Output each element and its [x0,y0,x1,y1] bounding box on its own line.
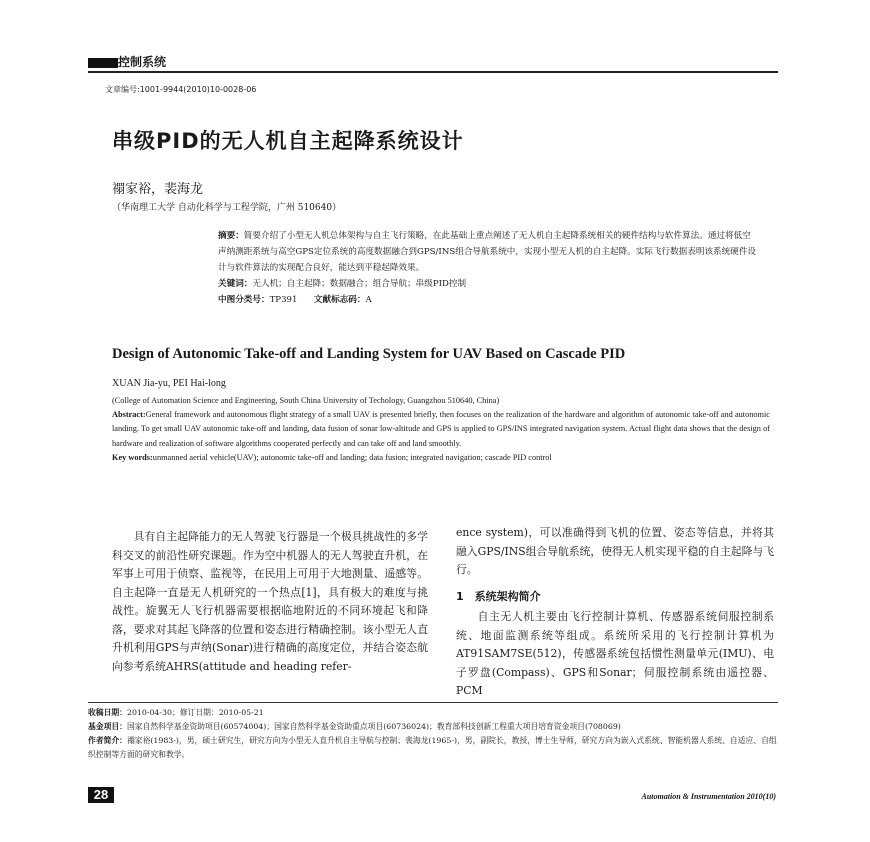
authors-chinese: 禤家裕，裴海龙 [112,182,204,197]
header-bar [88,58,118,68]
keywords-label: 关键词： [218,279,253,289]
body-right-column [456,524,774,701]
abstract-en-label: Abstract: [112,410,146,420]
abstract-chinese [218,228,758,308]
keywords-text: 无人机；自主起降；数据融合；组合导航；串级PID控制 [252,279,467,289]
article-number: 文章编号:1001-9944(2010)10-0028-06 [105,85,257,94]
section-1-title: 1 系统架构简介 [456,589,541,603]
footnotes [88,706,778,762]
received-dates: 2010-04-30；修订日期：2010-05-21 [126,708,264,717]
fund-text: 国家自然科学基金资助项目(60574004)；国家自然科学基金资助重点项目(60736024)；教育部科技创新工程重大项目培育资金项目(708069) [126,722,621,731]
title-chinese: 串级PID的无人机自主起降系统设计 [112,129,464,153]
title-english: Design of Autonomic Take-off and Landing System for UAV Based on Cascade PID [112,346,626,362]
keywords-en-text: unmanned aerial vehicle(UAV); autonomic take-off and landing; data fusion; integrated navigation; cascade PID control [152,452,552,462]
body-left-column: 具有自主起降能力的无人驾驶飞行器是一个极具挑战性的多学科交叉的前沿性研究课题。作为空中机器人的无人驾驶直升机，在军事上可用于侦察、监视等，在民用上可用于大地测量、遥感等。自主起降一直是无人机研究的一个热点[1]，具有极大的难度与挑战性。旋翼无人飞行机器需要根据临地附近的不同环境起飞和降落，要求对其起飞降落的位置和姿态进行精确控制。该小型无人直升机利用GPS与声纳(Sonar)进行精确的高度定位，并结合姿态航向参考系统AHRS(attitude and heading refer- [112,530,428,673]
fund-label: 基金项目： [88,722,127,731]
footnote-rule [88,702,778,703]
doc-code-value: A [365,295,372,305]
abstract-english [112,394,770,465]
page-number: 28 [88,787,114,803]
authors-english: XUAN Jia-yu, PEI Hai-long [112,378,226,389]
affiliation-english: (College of Automation Science and Engineering, South China University of Techology, Guangzhou 510640, China) [112,396,500,405]
journal-name: Automation & Instrumentation 2010(10) [641,792,776,801]
abstract-en-text: General framework and autonomous flight strategy of a small UAV is presented briefly, then focuses on the realization of the hardware and algorithm of autonomic take-off and autonomic landing. To get small UAV autonomic take-off and landing, data fusion of sonar low-altitude and GPS is applied to GPS/INS integrated navigation system. Actual flight data shows that the design of hardware and realization of software algorithms cooperated perfectly and can take off and land smoothly. [112,410,770,448]
header-rule [88,71,778,73]
doc-code-label: 文献标志码： [313,295,366,305]
section-label: 控制系统 [118,55,167,69]
class-value: TP391 [269,295,298,305]
abstract-label: 摘要： [218,231,244,241]
affiliation-chinese: （华南理工大学 自动化科学与工程学院，广州 510640） [112,203,342,213]
author-bio-label: 作者简介： [88,736,127,745]
class-label: 中图分类号： [218,295,270,305]
body-right-paragraph-2: 自主无人机主要由飞行控制计算机、传感器系统伺服控制系统、地面监测系统等组成。系统所采用的飞行控制计算机为AT91SAM7SE(512)，传感器系统包括惯性测量单元(IMU)、电子罗盘(Compass)、GPS和Sonar；伺服控制系统由遥控器、PCM [456,610,774,697]
body-right-paragraph-1: ence system)，可以准确得到飞机的位置、姿态等信息，并将其融入GPS/INS组合导航系统，使得无人机实现平稳的自主起降与飞行。 [456,526,774,576]
abstract-text: 简要介绍了小型无人机总体架构与自主飞行策略，在此基础上重点阐述了无人机自主起降系统相关的硬件结构与软件算法。通过将低空声纳测距系统与高空GPS定位系统的高度数据融合到GPS/INS组合导航系统中，实现小型无人机的自主起降。实际飞行数据表明该系统硬件设计与软件算法的实现配合良好，能达到平稳起降效果。 [218,231,757,273]
author-bio-text: 禤家裕(1983-)，男，硕士研究生，研究方向为小型无人直升机自主导航与控制；裴海龙(1965-)，男，副院长，教授，博士生导师，研究方向为嵌入式系统、智能机器人系统、自适应、自组织控制等方面的研究和教学。 [88,736,777,759]
received-label: 收稿日期： [88,708,127,717]
keywords-en-label: Key words: [112,452,153,462]
